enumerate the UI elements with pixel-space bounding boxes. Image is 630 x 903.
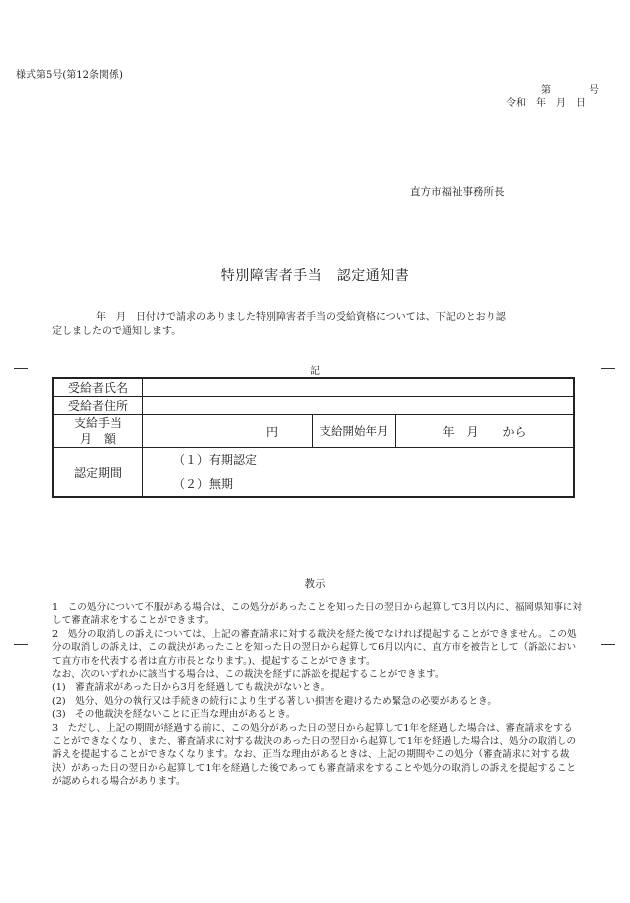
doc-number-suffix: 号 [589, 85, 599, 96]
recipient-name-value [143, 378, 575, 397]
table-row [53, 448, 574, 498]
fold-mark-left-top [14, 368, 28, 369]
start-month-label: 支給開始年月 [313, 415, 396, 448]
notice-paragraph: なお、次のいずれかに該当する場合は、この裁決を経ずに訴訟を提起することができます。 [52, 669, 445, 681]
notice-body [52, 601, 582, 789]
table-row [53, 397, 574, 415]
table-row [53, 378, 574, 397]
notice-paragraph: (2) 処分、処分の執行又は手続きの続行により生ずる著しい損害を避けるため緊急の必要があるとき。 [52, 695, 497, 707]
notice-paragraph: 2 処分の取消しの訴えについては、上記の審査請求に対する裁決を経た後でなければ提起することができません。この処分の取消しの訴えは、この裁決があったことを知った日の翌日から起算して6月以内に、直方市を被告として（訴訟において直方市を代表する者は直方市長となります。)、提起することができます。 [52, 628, 577, 667]
notice-paragraph: (1) 審査請求があった日から3月を経過しても裁決がないとき。 [52, 682, 331, 694]
intro-text [52, 311, 580, 339]
monthly-amount-value: 円 [143, 415, 313, 448]
form-number: 様式第5号(第12条関係) [16, 70, 123, 81]
certification-table [52, 377, 575, 498]
page-title: 特別障害者手当 認定通知書 [220, 268, 410, 284]
notice-paragraph: (3) その他裁決を経ないことに正当な理由があるとき。 [52, 709, 296, 721]
monthly-amount-label-line-2: 月 額 [79, 432, 116, 446]
table-row [53, 415, 574, 448]
issuer-name: 直方市福祉事務所長 [410, 186, 505, 198]
doc-number-prefix: 第 [541, 85, 551, 96]
ki-label: 記 [310, 366, 320, 377]
monthly-amount-label-line-1: 支給手当 [73, 416, 122, 430]
period-option-fixed: （１）有期認定 [173, 453, 258, 467]
certification-period-label: 認定期間 [53, 448, 143, 498]
issue-date: 令和 年 月 日 [506, 98, 586, 109]
start-month-value: 年 月 から [396, 415, 575, 448]
recipient-name-label: 受給者氏名 [53, 378, 143, 397]
fold-mark-left-bottom [14, 644, 28, 645]
intro-line-2: 定しましたので通知します。 [52, 326, 182, 337]
notice-paragraph: 3 ただし、上記の期間が経過する前に、この処分があった日の翌日から起算して1年を経過した場合は、審査請求をすることができなくなり、また、審査請求に対する裁決のあった日の翌日から起算して1年を経過した場合は、処分の取消しの訴えを提起することができなくなります。なお、正当な理由があるときは、上記の期間やこの処分（審査請求に対する裁決）があった日の翌日から起算して1年を経過した後であっても審査請求をすることや処分の取消しの訴えを提起することが認められる場合があります。 [52, 722, 577, 788]
notice-paragraph: 1 この処分について不服がある場合は、この処分があったことを知った日の翌日から起算して3月以内に、福岡県知事に対して審査請求をすることができます。 [52, 602, 582, 627]
notice-heading: 教示 [304, 578, 326, 590]
period-option-indefinite: （２）無期 [173, 477, 234, 491]
intro-line-1: 年 月 日付けで請求のありました特別障害者手当の受給資格については、下記のとおり認 [96, 312, 506, 323]
fold-mark-right-bottom [601, 644, 615, 645]
certification-period-options [143, 448, 575, 498]
monthly-amount-label [53, 415, 143, 448]
recipient-address-label: 受給者住所 [53, 397, 143, 415]
recipient-address-value [143, 397, 575, 415]
fold-mark-right-top [601, 368, 615, 369]
